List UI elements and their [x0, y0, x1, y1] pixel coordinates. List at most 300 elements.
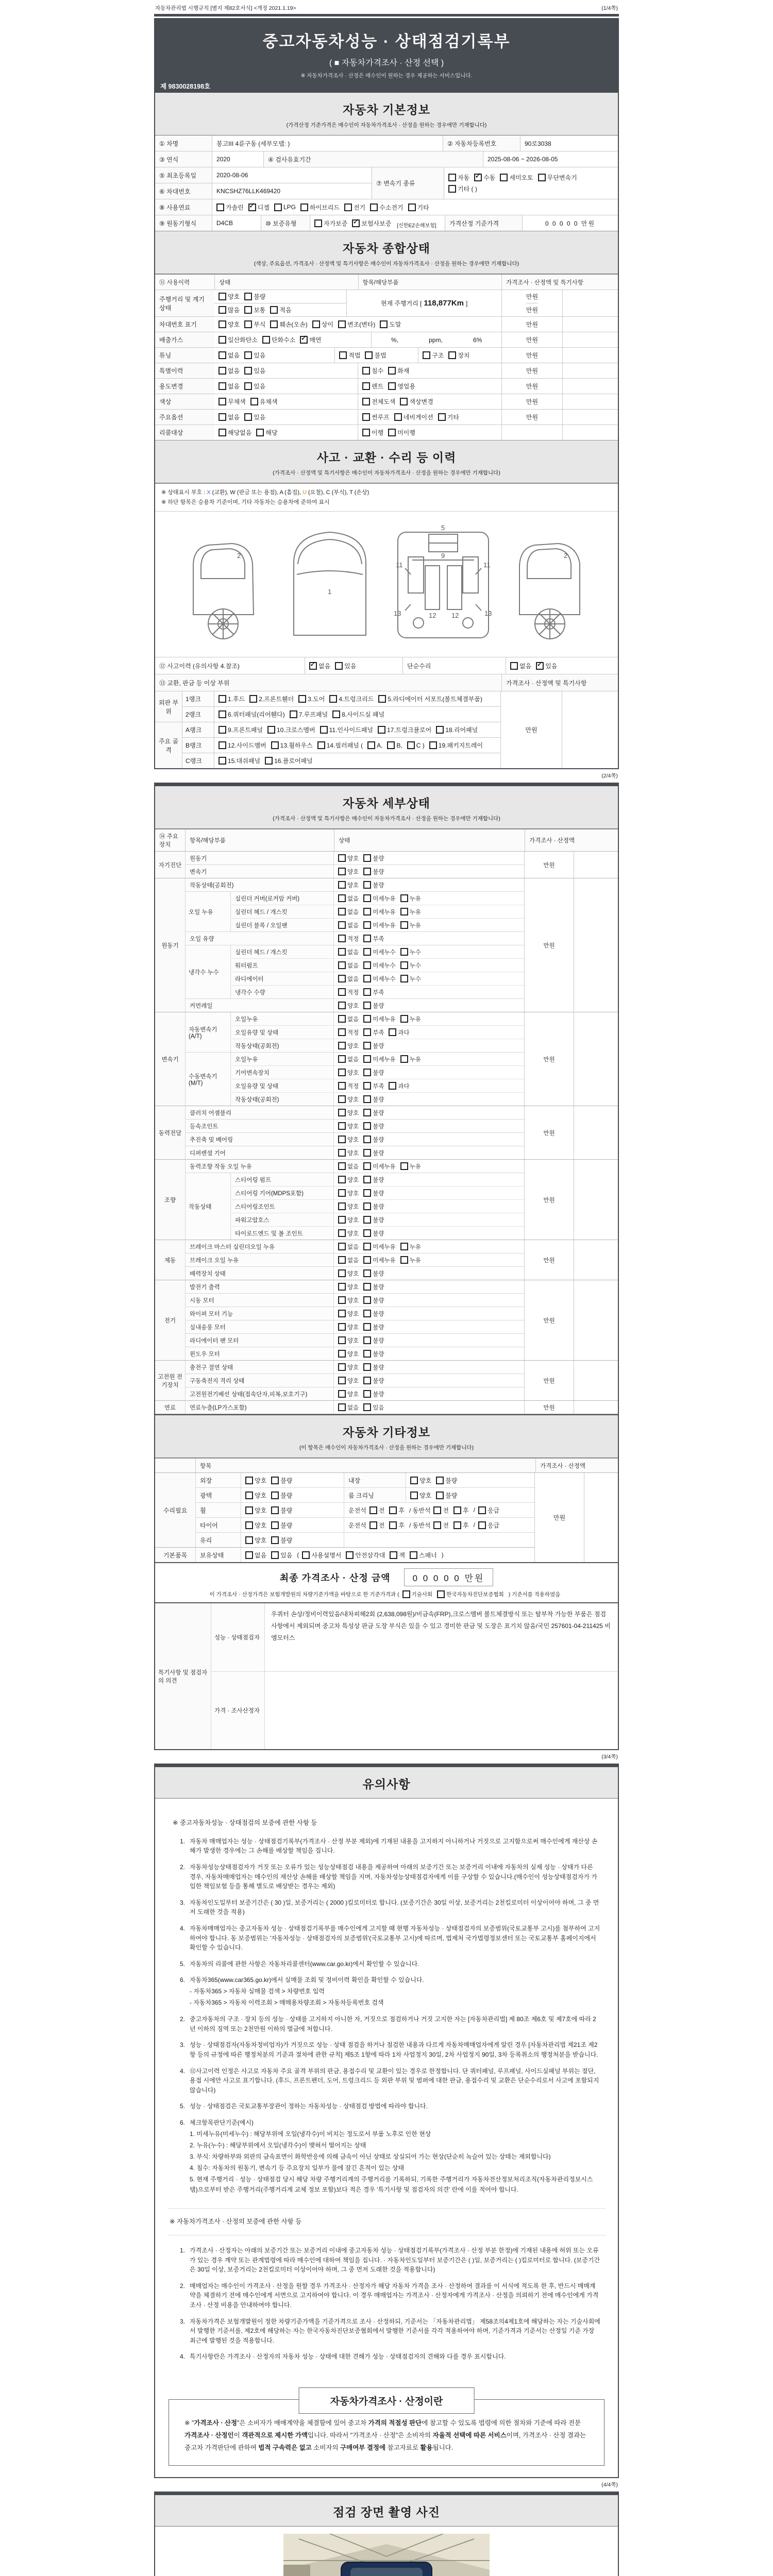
checkbox[interactable] — [369, 1506, 377, 1514]
checkbox[interactable] — [338, 1189, 346, 1197]
checkbox[interactable] — [338, 1243, 346, 1250]
checkbox[interactable] — [338, 961, 346, 969]
checkbox[interactable] — [363, 948, 371, 956]
option — [338, 1216, 359, 1224]
checkbox[interactable] — [363, 1323, 371, 1331]
item-label: 오일 유량 — [185, 932, 333, 945]
checkbox[interactable] — [389, 1082, 396, 1090]
checkbox[interactable] — [478, 1506, 486, 1514]
option-label: 불량 — [445, 1492, 458, 1499]
option — [363, 1323, 384, 1331]
opinion-row — [211, 1603, 618, 1671]
checkbox[interactable] — [362, 429, 370, 436]
checkbox[interactable] — [400, 398, 408, 405]
row-block — [185, 1240, 524, 1253]
checkbox[interactable] — [338, 935, 346, 942]
column-header: 가격조사 · 산정액 및 특기사항 — [501, 275, 618, 290]
checkbox[interactable] — [370, 204, 378, 211]
row-cell — [418, 348, 501, 363]
checkbox[interactable] — [271, 741, 279, 749]
checkbox[interactable] — [244, 293, 252, 300]
checkbox[interactable] — [338, 1002, 346, 1009]
checkbox[interactable] — [363, 1336, 371, 1344]
checkbox[interactable] — [388, 367, 396, 375]
checkbox[interactable] — [363, 1109, 371, 1116]
option-label: 양호 — [347, 1043, 359, 1049]
checkbox[interactable] — [338, 1028, 346, 1036]
checkbox[interactable] — [408, 204, 416, 211]
notice-item-number: 3. — [179, 1899, 185, 1906]
checkbox-checked[interactable] — [248, 204, 256, 211]
checkbox[interactable] — [362, 367, 370, 375]
checkbox[interactable] — [338, 908, 346, 916]
price-cell: 만원 — [501, 410, 562, 425]
checkbox[interactable] — [270, 306, 278, 314]
checkbox[interactable] — [338, 854, 346, 862]
checkbox[interactable] — [338, 1136, 346, 1143]
div — [155, 167, 618, 199]
checkbox[interactable] — [298, 695, 306, 703]
vin-value: KNCSHZ76LLK469420 — [212, 183, 372, 199]
option — [302, 1551, 341, 1560]
checkbox[interactable] — [245, 1536, 253, 1544]
checkbox[interactable] — [369, 1521, 377, 1529]
notice-item-text — [190, 1975, 600, 2008]
checkbox[interactable] — [219, 367, 226, 375]
checkbox[interactable] — [249, 695, 257, 703]
option-label: 5.라디에이터 서포트(볼트체결부품) — [388, 696, 482, 703]
checkbox-checked[interactable] — [474, 174, 482, 181]
option — [363, 1162, 395, 1171]
checkbox[interactable] — [363, 1002, 371, 1009]
item-label: 파워고압호스 — [230, 1213, 333, 1226]
checkbox[interactable] — [219, 757, 226, 765]
option-group — [338, 868, 389, 876]
checkbox[interactable] — [245, 1477, 253, 1484]
checkbox[interactable] — [410, 1492, 418, 1499]
price-cell: 만원 — [501, 317, 562, 332]
checkbox[interactable] — [400, 921, 408, 929]
checkbox[interactable] — [453, 1521, 461, 1529]
checkbox[interactable] — [363, 868, 371, 875]
checkbox[interactable] — [400, 1256, 408, 1264]
state-options — [333, 1160, 524, 1173]
checkbox[interactable] — [219, 306, 226, 314]
checkbox[interactable] — [363, 1216, 371, 1224]
checkbox[interactable] — [244, 306, 252, 314]
checkbox[interactable] — [436, 726, 444, 734]
checkbox[interactable] — [219, 398, 226, 405]
option-label: 후 — [463, 1506, 469, 1514]
checkbox[interactable] — [219, 726, 226, 734]
checkbox[interactable] — [271, 1536, 279, 1544]
price-note-cell — [562, 363, 618, 378]
checkbox[interactable] — [245, 1551, 253, 1559]
checkbox[interactable] — [363, 894, 371, 902]
path — [298, 539, 362, 564]
option-label: 자가보증 — [324, 219, 348, 227]
checkbox[interactable] — [363, 988, 371, 996]
checkbox[interactable] — [244, 320, 252, 328]
price-note-cell — [574, 1280, 618, 1360]
checkbox-checked[interactable] — [536, 662, 544, 670]
checkbox[interactable] — [274, 204, 282, 211]
option-label: 양호 — [347, 1137, 359, 1143]
checkbox[interactable] — [320, 726, 328, 734]
checkbox[interactable] — [338, 1082, 346, 1090]
checkbox[interactable] — [389, 1028, 396, 1036]
checkbox[interactable] — [363, 854, 371, 862]
checkbox[interactable] — [400, 1162, 408, 1170]
checkbox[interactable] — [400, 1243, 408, 1250]
checkbox[interactable] — [380, 320, 388, 328]
checkbox[interactable] — [338, 1310, 346, 1317]
checkbox[interactable] — [338, 1176, 346, 1183]
diagram-label: 1 — [328, 588, 332, 596]
notice-item-text — [190, 2014, 600, 2033]
checkbox[interactable] — [216, 204, 224, 211]
accident-history-options — [305, 657, 402, 674]
diagram-label: 12 — [429, 612, 436, 620]
checkbox[interactable] — [244, 351, 252, 359]
checkbox[interactable] — [388, 429, 396, 436]
checkbox[interactable] — [363, 1028, 371, 1036]
checkbox[interactable] — [219, 413, 226, 421]
checkbox[interactable] — [538, 174, 546, 181]
checkbox[interactable] — [338, 881, 346, 889]
checkbox[interactable] — [245, 1492, 253, 1499]
checkbox[interactable] — [433, 1506, 441, 1514]
checkbox[interactable] — [219, 429, 226, 436]
checkbox[interactable] — [362, 382, 370, 390]
price-cell: 만원 — [501, 394, 562, 409]
option — [338, 1377, 359, 1385]
checkbox[interactable] — [390, 1551, 397, 1559]
checkbox[interactable] — [338, 894, 346, 902]
notice-item-body: 자동차 매매업자는 성능 · 상태점검기록부(가격조사 · 산정 부분 제외)에 기재된 내용을 고지하지 아니하거나 거짓으로 고지함으로써 매수인에게 재산상 손해가 발생한 경우에는 그 손해를 배상할 책임을 집니다. — [190, 1837, 598, 1855]
option-label: 부식 — [254, 321, 266, 328]
checkbox[interactable] — [338, 1256, 346, 1264]
price-note-cell — [562, 290, 618, 316]
state-options — [333, 1267, 524, 1280]
checkbox[interactable] — [388, 382, 396, 390]
checkbox[interactable] — [219, 695, 226, 703]
checkbox[interactable] — [448, 185, 456, 193]
div — [155, 183, 372, 199]
option-label: 전체도색 — [372, 398, 396, 405]
option-label: 장치 — [458, 352, 470, 359]
table-row — [185, 865, 524, 878]
device-rows — [185, 852, 524, 878]
checkbox[interactable] — [410, 1551, 417, 1559]
checkbox[interactable] — [338, 1336, 346, 1344]
checkbox[interactable] — [400, 1015, 408, 1023]
checkbox[interactable] — [219, 336, 226, 344]
checkbox[interactable] — [271, 1506, 279, 1514]
checkbox-checked[interactable] — [309, 662, 317, 670]
checkbox[interactable] — [338, 1269, 346, 1277]
checkbox[interactable] — [363, 1136, 371, 1143]
checkbox[interactable] — [339, 351, 347, 359]
checkbox[interactable] — [338, 948, 346, 956]
checkbox[interactable] — [290, 710, 297, 718]
row-block — [185, 1132, 524, 1146]
checkbox[interactable] — [363, 1042, 371, 1049]
checkbox[interactable] — [402, 1590, 410, 1598]
checkbox[interactable] — [244, 413, 252, 421]
checkbox[interactable] — [312, 320, 320, 328]
checkbox[interactable] — [338, 1149, 346, 1157]
table-row — [155, 394, 618, 409]
checkbox[interactable] — [400, 894, 408, 902]
rank-main — [155, 691, 500, 768]
checkbox[interactable] — [500, 174, 508, 181]
checkbox[interactable] — [338, 1363, 346, 1371]
checkbox[interactable] — [338, 1109, 346, 1116]
text-segment: 에 참고할 수 있도록 법령에 의한 절차와 기준에 따라 전문 — [422, 2419, 581, 2427]
checkbox[interactable] — [271, 1492, 279, 1499]
table-row — [185, 932, 524, 945]
mileage-prefix: 현재 주행거리 [ — [380, 300, 422, 307]
rank-options — [214, 691, 500, 706]
checkbox[interactable] — [338, 1095, 346, 1103]
checkbox[interactable] — [338, 975, 346, 982]
checkbox[interactable] — [436, 1492, 444, 1499]
checkbox[interactable] — [338, 320, 346, 328]
checkbox[interactable] — [338, 1390, 346, 1398]
checkbox[interactable] — [338, 868, 346, 875]
checkbox[interactable] — [363, 1363, 371, 1371]
rect — [463, 557, 478, 593]
checkbox[interactable] — [363, 1055, 371, 1063]
option-label: 화재 — [397, 367, 410, 375]
item-label: 윈도우 모터 — [185, 1347, 333, 1360]
checkbox[interactable] — [219, 320, 226, 328]
checkbox[interactable] — [453, 1506, 461, 1514]
checkbox[interactable] — [219, 351, 226, 359]
checkbox[interactable] — [363, 1269, 371, 1277]
checkbox[interactable] — [338, 1403, 346, 1411]
state-options — [333, 1187, 524, 1199]
checkbox[interactable] — [267, 726, 275, 734]
checkbox[interactable] — [362, 398, 370, 405]
row-block — [185, 878, 524, 891]
checkbox[interactable] — [338, 1296, 346, 1304]
checkbox[interactable] — [256, 429, 264, 436]
checkbox[interactable] — [338, 1229, 346, 1237]
text-segment: 됩니다. — [432, 2444, 453, 2451]
option-group — [338, 1162, 426, 1171]
checkbox[interactable] — [423, 351, 430, 359]
checkbox[interactable] — [338, 1015, 346, 1023]
state-options — [241, 1473, 344, 1487]
checkbox[interactable] — [363, 935, 371, 942]
checkbox[interactable] — [219, 293, 226, 300]
checkbox-checked[interactable] — [352, 219, 360, 227]
option-group — [338, 1095, 389, 1104]
checkbox[interactable] — [338, 1042, 346, 1049]
checkbox[interactable] — [363, 1015, 371, 1023]
checkbox[interactable] — [270, 320, 278, 328]
checkbox[interactable] — [363, 1377, 371, 1384]
checkbox[interactable] — [363, 1256, 371, 1264]
checkbox[interactable] — [314, 219, 322, 227]
other-head-blank — [155, 1459, 195, 1472]
option — [219, 382, 240, 391]
checkbox[interactable] — [389, 1521, 397, 1529]
option — [362, 397, 395, 406]
checkbox[interactable] — [332, 710, 340, 718]
price-note-cell — [562, 425, 618, 440]
checkbox[interactable] — [363, 881, 371, 889]
checkbox[interactable] — [394, 413, 402, 421]
checkbox[interactable] — [365, 351, 373, 359]
table-row — [185, 1106, 524, 1119]
option-group — [245, 1491, 297, 1500]
option-group — [219, 710, 389, 719]
checkbox[interactable] — [219, 710, 226, 718]
checkbox[interactable] — [338, 1283, 346, 1291]
checkbox[interactable] — [362, 413, 370, 421]
checkbox[interactable] — [265, 757, 273, 765]
checkbox[interactable] — [363, 961, 371, 969]
checkbox[interactable] — [271, 1477, 279, 1484]
checkbox[interactable] — [363, 1296, 371, 1304]
checkbox[interactable] — [363, 1149, 371, 1157]
checkbox[interactable] — [219, 382, 226, 390]
checkbox[interactable] — [338, 1323, 346, 1331]
checkbox[interactable] — [433, 1521, 441, 1529]
checkbox[interactable] — [335, 662, 343, 670]
option-group — [448, 173, 614, 193]
checkbox[interactable] — [245, 1521, 253, 1529]
checkbox[interactable] — [338, 921, 346, 929]
checkbox[interactable] — [363, 1189, 371, 1197]
notice-item-text — [190, 2246, 600, 2275]
checkbox[interactable] — [338, 1069, 346, 1076]
checkbox[interactable] — [400, 908, 408, 916]
checkbox-checked[interactable] — [300, 336, 308, 344]
checkbox[interactable] — [363, 1310, 371, 1317]
checkbox[interactable] — [363, 1176, 371, 1183]
checkbox[interactable] — [363, 1229, 371, 1237]
checkbox[interactable] — [363, 1243, 371, 1250]
checkbox[interactable] — [338, 1162, 346, 1170]
rect — [350, 2568, 423, 2576]
checkbox[interactable] — [363, 1069, 371, 1076]
notice-item-number: 1. — [179, 2247, 185, 2255]
option — [219, 292, 240, 301]
checkbox[interactable] — [400, 975, 408, 982]
option-label: 미세누유 — [373, 1016, 396, 1023]
checkbox[interactable] — [219, 741, 226, 749]
checkbox[interactable] — [363, 1202, 371, 1210]
checkbox[interactable] — [400, 1055, 408, 1063]
checkbox[interactable] — [478, 1521, 486, 1529]
checkbox[interactable] — [387, 741, 395, 749]
checkbox[interactable] — [338, 1216, 346, 1224]
notice-item-body: 체크항목판단기준(예시) — [190, 2119, 254, 2126]
checkbox[interactable] — [367, 741, 375, 749]
checkbox[interactable] — [363, 1390, 371, 1398]
price-note-cell — [562, 379, 618, 394]
checkbox[interactable] — [344, 204, 352, 211]
checkbox[interactable] — [400, 948, 408, 956]
checkbox[interactable] — [317, 741, 325, 749]
option-label: 있음 — [254, 367, 266, 375]
checkbox[interactable] — [436, 1477, 444, 1484]
price-note-cell — [574, 1106, 618, 1159]
option-label: 15.대쉬패널 — [228, 757, 261, 765]
checkbox[interactable] — [244, 382, 252, 390]
checkbox[interactable] — [338, 988, 346, 996]
checkbox[interactable] — [400, 961, 408, 969]
option — [394, 413, 433, 421]
checkbox[interactable] — [363, 908, 371, 916]
checkbox[interactable] — [407, 741, 415, 749]
checkbox[interactable] — [338, 1377, 346, 1384]
option-label: 무단변속기 — [547, 174, 577, 181]
checkbox[interactable] — [448, 174, 456, 181]
checkbox[interactable] — [363, 1095, 371, 1103]
checkbox[interactable] — [244, 367, 252, 375]
checkbox[interactable] — [271, 1551, 279, 1559]
checkbox[interactable] — [363, 1283, 371, 1291]
state-options — [333, 1307, 524, 1320]
checkbox[interactable] — [438, 413, 446, 421]
checkbox[interactable] — [363, 1162, 371, 1170]
checkbox[interactable] — [250, 398, 258, 405]
checkbox[interactable] — [300, 204, 308, 211]
checkbox[interactable] — [346, 1551, 354, 1559]
option-label: 기타 — [417, 204, 429, 211]
option-label: 불량 — [373, 1297, 384, 1304]
checkbox[interactable] — [329, 695, 337, 703]
checkbox[interactable] — [338, 1122, 346, 1130]
checkbox[interactable] — [338, 1202, 346, 1210]
checkbox[interactable] — [363, 1350, 371, 1358]
checkbox[interactable] — [363, 1403, 371, 1411]
checkbox[interactable] — [363, 921, 371, 929]
detail-title: 자동차 세부상태 — [343, 796, 430, 810]
checkbox[interactable] — [389, 1506, 397, 1514]
option-label: 양호 — [347, 869, 359, 875]
option — [271, 1551, 292, 1560]
page-marker-3: (3/4쪽) — [601, 1754, 618, 1760]
option — [256, 428, 277, 437]
checkbox[interactable] — [245, 1506, 253, 1514]
checkbox[interactable] — [448, 351, 456, 359]
option-label: 하이브리드 — [309, 204, 340, 211]
checkbox[interactable] — [302, 1551, 310, 1559]
checkbox[interactable] — [510, 662, 518, 670]
checkbox[interactable] — [363, 1082, 371, 1090]
checkbox[interactable] — [338, 1350, 346, 1358]
checkbox[interactable] — [338, 1055, 346, 1063]
checkbox[interactable] — [271, 1521, 279, 1529]
checkbox[interactable] — [378, 695, 386, 703]
checkbox[interactable] — [429, 741, 437, 749]
checkbox[interactable] — [363, 1122, 371, 1130]
table-row — [185, 1374, 524, 1387]
checkbox[interactable] — [363, 975, 371, 982]
checkbox[interactable] — [410, 1477, 418, 1484]
checkbox[interactable] — [437, 1590, 445, 1598]
checkbox[interactable] — [378, 726, 385, 734]
option-text: / — [473, 1506, 475, 1514]
diagram-label: 13 — [394, 609, 401, 618]
checkbox[interactable] — [262, 336, 270, 344]
